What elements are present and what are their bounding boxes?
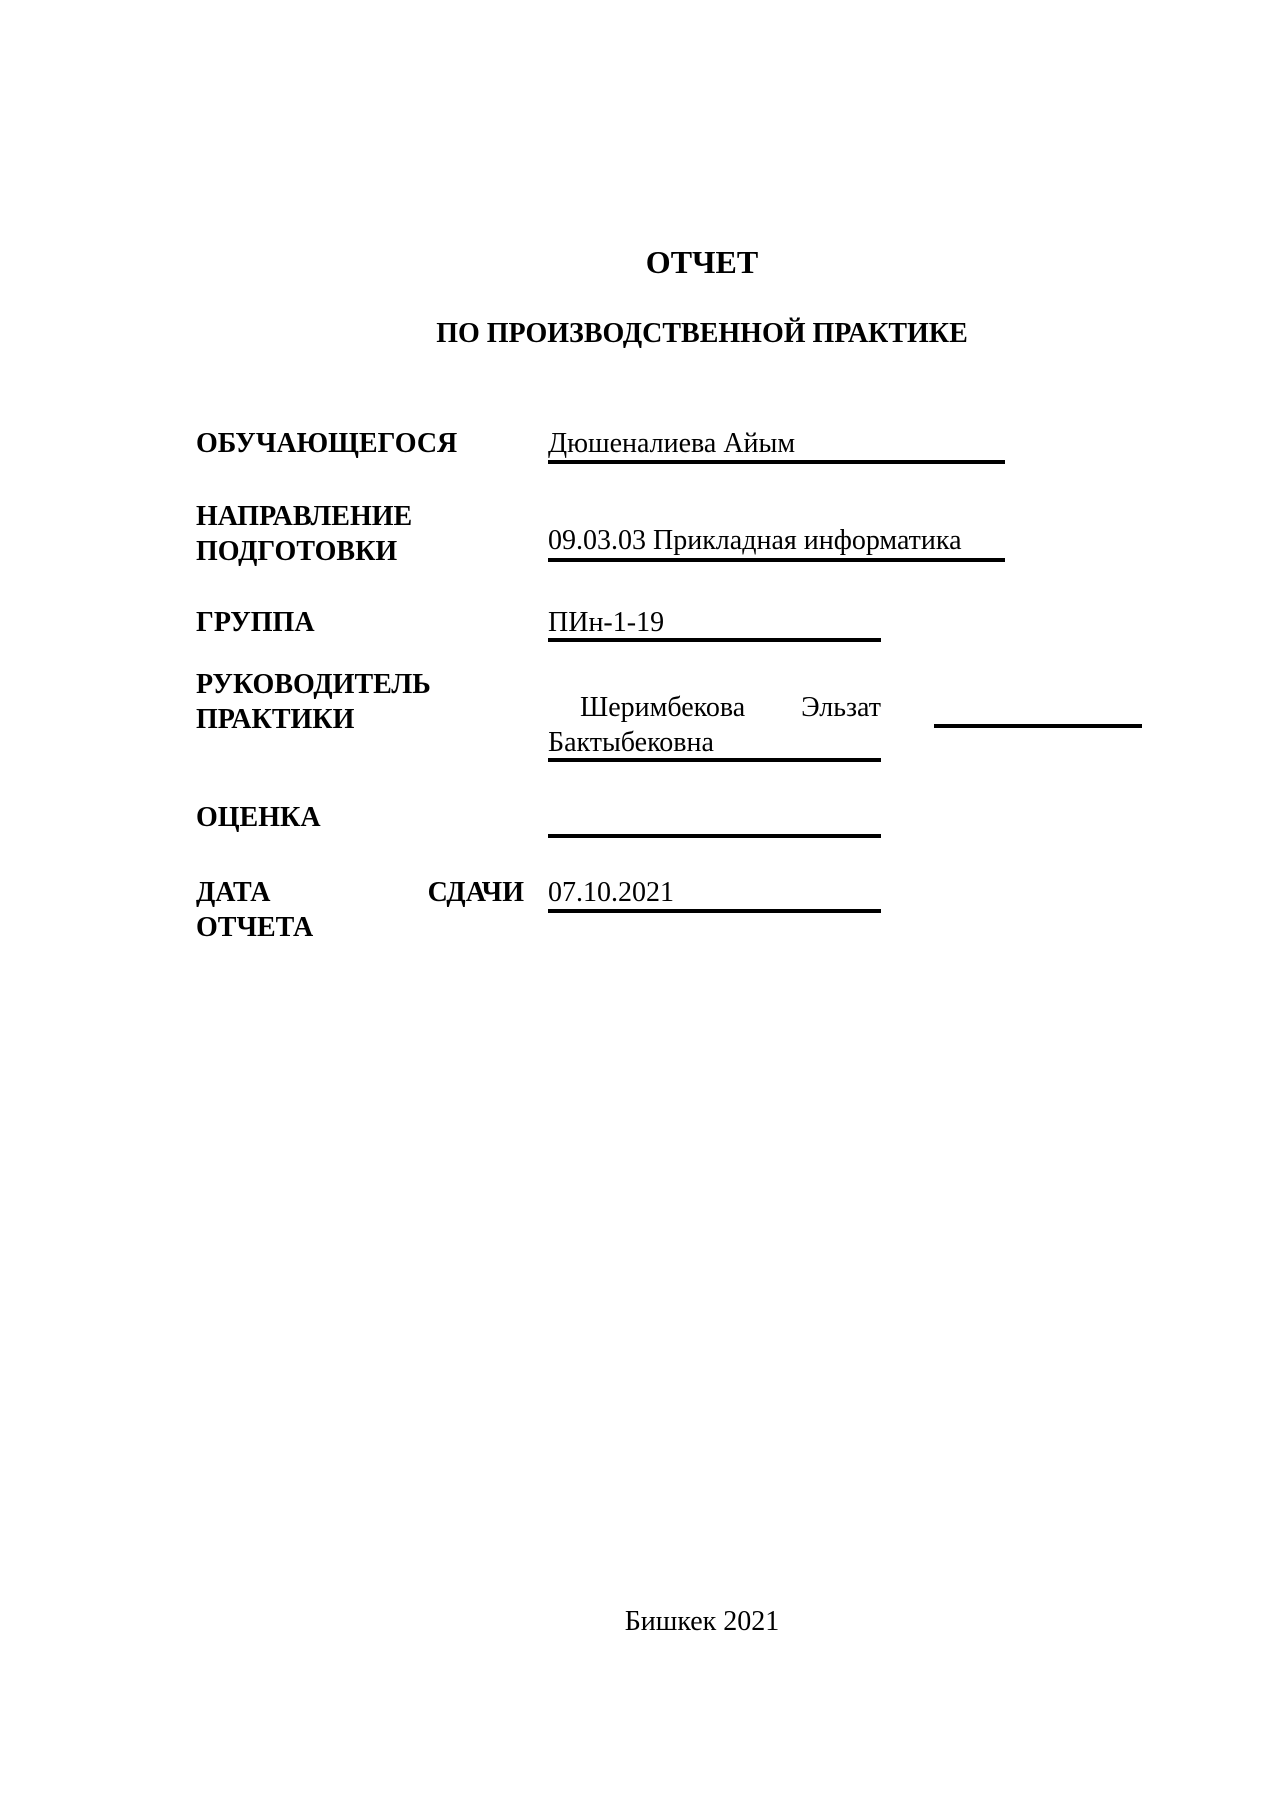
date-label-line2: ОТЧЕТА bbox=[196, 912, 314, 943]
supervisor-value-line2: Бактыбековна bbox=[548, 727, 714, 758]
grade-label: ОЦЕНКА bbox=[196, 802, 321, 833]
supervisor-underline bbox=[548, 758, 881, 762]
supervisor-value-line1 bbox=[548, 690, 881, 725]
student-label: ОБУЧАЮЩЕГОСЯ bbox=[196, 428, 458, 459]
grade-underline bbox=[548, 834, 881, 838]
direction-label-line1: НАПРАВЛЕНИЕ bbox=[196, 501, 413, 532]
direction-label-line2: ПОДГОТОВКИ bbox=[196, 536, 398, 567]
direction-underline bbox=[548, 558, 1005, 562]
student-value: Дюшеналиева Айым bbox=[548, 428, 796, 459]
date-label-word2: СДАЧИ bbox=[427, 877, 524, 908]
group-underline bbox=[548, 638, 881, 642]
date-label-line1 bbox=[196, 875, 524, 910]
date-value: 07.10.2021 bbox=[548, 877, 674, 908]
group-label: ГРУППА bbox=[196, 607, 315, 638]
date-label-word1: ДАТА bbox=[196, 877, 271, 908]
document-subtitle: ПО ПРОИЗВОДСТВЕННОЙ ПРАКТИКЕ bbox=[436, 318, 968, 349]
supervisor-label-line2: ПРАКТИКИ bbox=[196, 704, 355, 735]
supervisor-surname: Шеримбекова bbox=[580, 692, 746, 723]
date-underline bbox=[548, 909, 881, 913]
direction-value: 09.03.03 Прикладная информатика bbox=[548, 525, 962, 556]
signature-line bbox=[934, 724, 1142, 728]
supervisor-name: Эльзат bbox=[801, 692, 881, 723]
supervisor-label-line1: РУКОВОДИТЕЛЬ bbox=[196, 669, 431, 700]
document-title: ОТЧЕТ bbox=[645, 244, 759, 280]
document-footer: Бишкек 2021 bbox=[624, 1606, 780, 1637]
group-value: ПИн-1-19 bbox=[548, 607, 665, 638]
student-underline bbox=[548, 460, 1005, 464]
